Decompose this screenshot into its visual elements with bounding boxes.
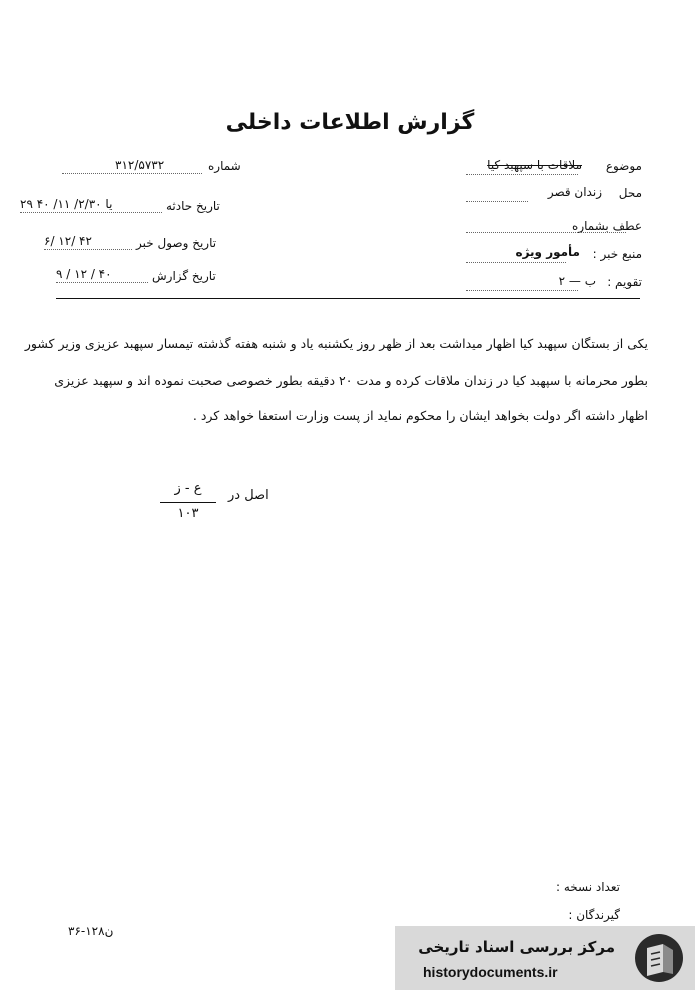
- number-value: ۳۱۲/۵۷۳۲: [115, 158, 165, 172]
- page-title: گزارش اطلاعات داخلی: [225, 110, 475, 135]
- subject-label: موضوع: [605, 159, 642, 173]
- header-divider: [56, 298, 640, 299]
- copies-label: تعداد نسخه :: [555, 880, 620, 894]
- body-line-1: یکی از بستگان سپهبد کیا اظهار میداشت بعد از ظهر روز یکشنبه یاد و شنبه هفته گذشته تیمسار سپهبد عزیزی وزیر کشور: [24, 336, 648, 351]
- incident-date-label: تاریخ حادثه: [166, 199, 220, 213]
- watermark-name: مرکز بررسی اسناد تاریخی: [418, 938, 615, 956]
- watermark-url: historydocuments.ir: [423, 964, 558, 980]
- recipients-label: گیرندگان :: [568, 908, 620, 922]
- report-date-label: تاریخ گزارش: [152, 269, 216, 283]
- incident-date-value: ۲۹ یا ۲/۳۰/ ۱۱/ ۴۰: [20, 197, 113, 211]
- evaluation-label: تقویم :: [607, 275, 642, 289]
- watermark-banner: [395, 926, 695, 990]
- body-line-3: اظهار داشته اگر دولت بخواهد ایشان را محکوم نماید از پست وزارت استعفا خواهد کرد .: [192, 408, 648, 423]
- subject-value: ملاقات با سپهبد کیا: [487, 158, 582, 172]
- location-label: محل: [618, 186, 642, 200]
- location-value: زندان قصر: [547, 185, 602, 199]
- body-line-2: بطور محرمانه با سپهبد کیا در زندان ملاقات کرده و مدت ۲۰ دقیقه بطور خصوصی صحبت نموده اند و سپهبد عزیزی: [54, 373, 648, 388]
- source-label: منبع خبر :: [592, 247, 642, 261]
- annotation-label: اصل در: [228, 488, 269, 503]
- archive-logo-icon: [633, 932, 685, 984]
- source-value: مأمور ویژه: [515, 245, 580, 259]
- annotation-denominator: ۱۰۳: [177, 506, 199, 521]
- evaluation-value: ب — ۲: [558, 274, 596, 288]
- receipt-date-value: ۶/ ۱۲/ ۴۲: [44, 234, 92, 248]
- annotation-fraction-bar: [160, 502, 216, 503]
- reference-label: عطف بشماره: [572, 219, 642, 233]
- annotation-numerator: ع - ز: [174, 481, 202, 496]
- number-label: شماره: [208, 159, 241, 173]
- report-date-value: ۹ / ۱۲ / ۴۰: [56, 267, 112, 281]
- receipt-date-label: تاریخ وصول خبر: [136, 236, 217, 250]
- form-code: ۳۶-۱۲۸ن: [68, 924, 114, 938]
